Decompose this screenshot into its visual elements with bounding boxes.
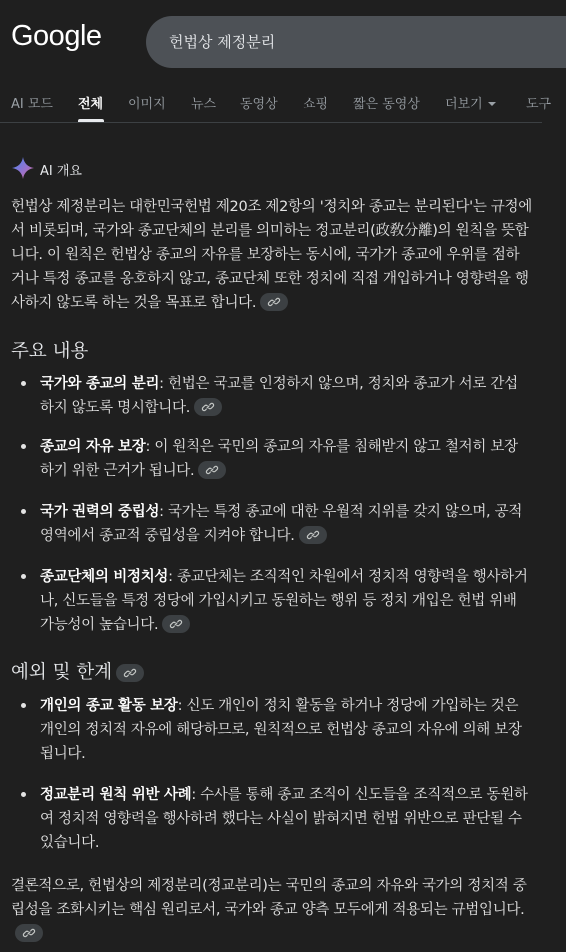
bullet-dot [21,381,26,386]
search-box[interactable] [146,16,566,68]
link-icon [307,529,319,541]
tab-short-videos[interactable]: 짧은 동영상 [353,97,420,112]
link-icon [170,618,182,630]
ai-overview-conclusion [11,874,533,946]
bullet-dot [21,792,26,797]
active-tab-indicator [78,119,104,122]
tab-ai-mode[interactable]: AI 모드 [11,97,53,112]
list-item-text: 종교단체의 비정치성: 종교단체는 조직적인 차원에서 정치적 영향력을 행사하거나, 신도들을 특정 정당에 가입시키고 동원하는 행위 등 정치 개입은 헌법 위배 가능성이 높습니다. [40,569,528,633]
section-heading-exceptions: 예외 및 한계 [11,658,144,684]
source-link-chip[interactable] [194,398,222,416]
list-item-text: 국가 권력의 중립성: 국가는 특정 종교에 대한 우월적 지위를 갖지 않으며, 공적 영역에서 종교적 중립성을 지켜야 합니다. [40,504,523,544]
tab-images[interactable]: 이미지 [128,97,166,112]
source-link-chip[interactable] [198,461,226,479]
google-logo[interactable]: Google [11,20,102,52]
source-link-chip[interactable] [116,664,144,682]
tab-all[interactable]: 전체 [78,97,104,112]
link-icon [268,296,280,308]
chevron-down-icon [488,102,496,106]
tab-shopping[interactable]: 쇼핑 [303,97,329,112]
bullet-dot [21,509,26,514]
source-link-chip[interactable] [15,924,43,942]
tab-news[interactable]: 뉴스 [191,97,217,112]
ai-overview-title: AI 개요 [40,164,82,179]
search-tabs [0,82,552,123]
source-link-chip[interactable] [299,526,327,544]
bullet-dot [21,574,26,579]
list-item-text: 개인의 종교 활동 보장: 신도 개인이 정치 활동을 하거나 정당에 가입하는 것은 개인의 정치적 자유에 해당하므로, 원칙적으로 헌법상 종교의 자유에 의해 보장됩니다. [40,698,522,762]
tab-more[interactable] [445,93,496,112]
list-item-text: 국가와 종교의 분리: 헌법은 국교를 인정하지 않으며, 정치와 종교가 서로 간섭하지 않도록 명시합니다. [40,376,518,416]
conclusion-text: 결론적으로, 헌법상의 제정분리(정교분리)는 국민의 종교의 자유와 국가의 정치적 중립성을 조화시키는 핵심 원리로서, 국가와 종교 양측 모두에게 적용되는 규범입니다. [11,878,527,918]
link-icon [23,927,35,939]
intro-text: 헌법상 제정분리는 대한민국헌법 제20조 제2항의 '정치와 종교는 분리된다'는 규정에서 비롯되며, 국가와 종교단체의 분리를 의미하는 정교분리(政敎分離)의 원칙을 뜻합니다. 이 원칙은 헌법상 종교의 자유를 보장하는 동시에, 국가가 종교에 우위를 점하거나 특정 종교를 옹호하지 않고, 종교단체 또한 정치에 직접 개입하거나 영향력을 행사하지 않도록 하는 것을 목표로 합니다. [11,199,532,311]
list-item-text: 종교의 자유 보장: 이 원칙은 국민의 종교의 자유를 침해받지 않고 철저히 보장하기 위한 근거가 됩니다. [40,439,518,479]
section-heading-main: 주요 내용 [11,341,89,362]
search-input[interactable]: 헌법상 제정분리 [169,33,276,51]
tab-videos[interactable]: 동영상 [240,97,278,112]
link-icon [206,464,218,476]
header [0,0,542,82]
bullet-dot [21,703,26,708]
source-link-chip[interactable] [260,293,288,311]
ai-overview-intro [11,195,533,315]
gemini-sparkle-icon [11,156,35,180]
tab-tools[interactable]: 도구 [526,97,552,112]
tab-more-label: 더보기 [445,97,483,112]
source-link-chip[interactable] [162,615,190,633]
link-icon [124,667,136,679]
bullet-dot [21,444,26,449]
list-item-text: 정교분리 원칙 위반 사례: 수사를 통해 종교 조직이 신도들을 조직적으로 동원하여 정치적 영향력을 행사하려 했다는 사실이 밝혀지면 헌법 위반으로 판단될 수 있습니다. [40,787,528,851]
link-icon [202,401,214,413]
